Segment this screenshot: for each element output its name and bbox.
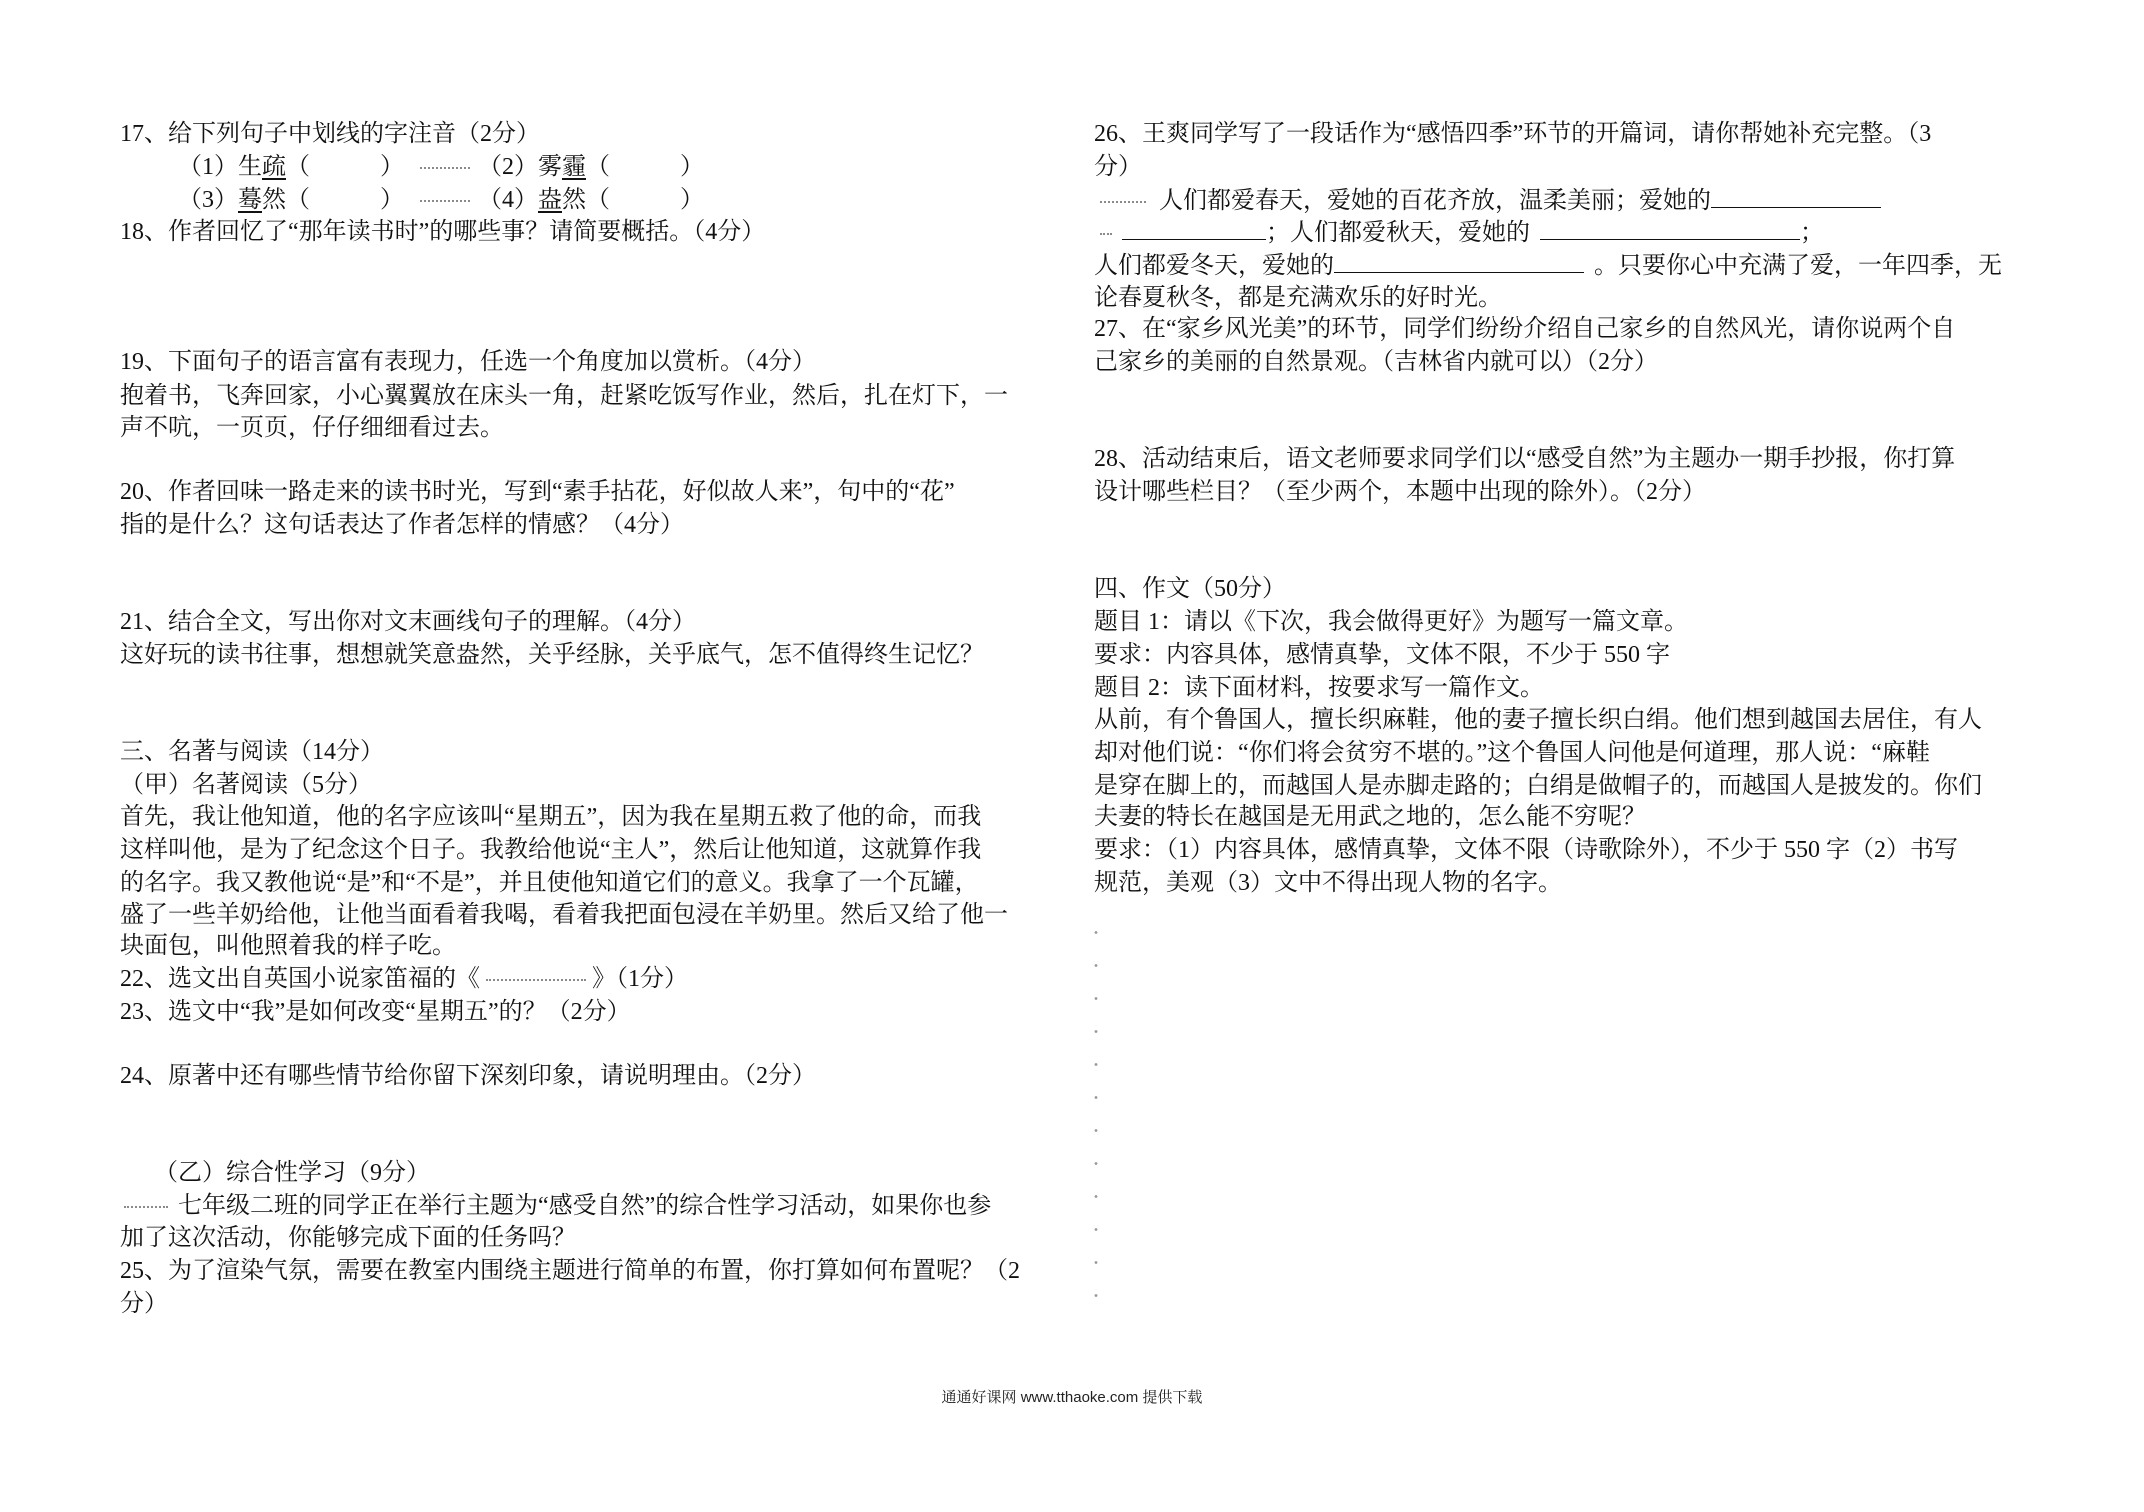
blank-open: （ <box>586 154 610 180</box>
q25-line: 分） <box>120 1291 168 1317</box>
underlined-char: 疏 <box>262 154 286 180</box>
fill-blank[interactable] <box>1711 185 1881 208</box>
dot-leader <box>420 185 470 215</box>
q17-item-1 <box>178 152 404 182</box>
topic2-requirements-line: 要求：（1）内容具体，感情真挚，文体不限（诗歌除外），不少于 550 字（2）书写 <box>1094 837 1958 863</box>
passage-line: 盛了一些羊奶给他，让他当面看着我喝，看着我把面包浸在羊奶里。然后又给了他一 <box>120 902 1008 928</box>
q21-quote: 这好玩的读书往事，想想就笑意盎然，关乎经脉，关乎底气，怎不值得终生记忆？ <box>120 642 984 668</box>
underlined-char: 盎 <box>538 187 562 213</box>
passage-line: 的名字。我又教他说“是”和“不是”，并且使他知道它们的意义。我拿了一个瓦罐， <box>120 870 979 896</box>
material-line: 是穿在脚上的，而越国人是赤脚走路的；白绢是做帽子的，而越国人是披发的。你们 <box>1094 773 1982 799</box>
q26-autumn-line <box>1100 217 1824 248</box>
q17-item-4 <box>478 185 704 215</box>
q19-sentence-line: 抱着书，飞奔回家，小心翼翼放在床头一角，赶紧吃饭写作业，然后，扎在灯下，一 <box>120 383 1008 409</box>
q26-winter-line <box>1094 250 2002 281</box>
q22-text: 22、选文出自英国小说家笛福的《 <box>120 966 480 992</box>
q26-closing: 论春夏秋冬，都是充满欢乐的好时光。 <box>1094 285 1502 311</box>
underlined-char: 蓦 <box>238 187 262 213</box>
fill-blank[interactable] <box>1122 217 1266 240</box>
blank-close: ） <box>680 154 704 180</box>
q26-winter-after: 。只要你心中充满了爱，一年四季，无 <box>1594 253 2002 279</box>
q20-line: 20、作者回味一路走来的读书时光，写到“素手拈花，好似故人来”，句中的“花” <box>120 479 955 505</box>
material-line: 夫妻的特长在越国是无用武之地的，怎么能不穷呢？ <box>1094 804 1646 830</box>
q22-text-end: 》（1分） <box>592 966 688 992</box>
q28-line: 设计哪些栏目？（至少两个，本题中出现的除外）。（2分） <box>1094 479 1706 505</box>
item-word-part: 然 <box>562 187 586 213</box>
q25-line: 25、为了渲染气氛，需要在教室内围绕主题进行简单的布置，你打算如何布置呢？（2 <box>120 1258 1020 1284</box>
underlined-char: 霾 <box>562 154 586 180</box>
book-title-blank[interactable] <box>486 979 586 981</box>
q26-spring-line <box>1100 185 1881 216</box>
q24-text: 24、原著中还有哪些情节给你留下深刻印象，请说明理由。（2分） <box>120 1063 816 1089</box>
q17-title: 17、给下列句子中划线的字注音（2分） <box>120 121 540 147</box>
item-number: （3） <box>178 187 238 213</box>
q21-title: 21、结合全文，写出你对文末画线句子的理解。（4分） <box>120 609 696 635</box>
yi-intro-line: 加了这次活动，你能够完成下面的任务吗？ <box>120 1225 576 1251</box>
part3-yi-heading: （乙）综合性学习（9分） <box>154 1160 430 1186</box>
q26-title-line: 26、王爽同学写了一段话作为“感悟四季”环节的开篇词，请你帮她补充完整。（3 <box>1094 121 1932 147</box>
q28-line: 28、活动结束后，语文老师要求同学们以“感受自然”为主题办一期手抄报，你打算 <box>1094 446 1956 472</box>
q26-title-line: 分） <box>1094 154 1142 180</box>
blank-open: （ <box>586 187 610 213</box>
footer-source: 通通好课网 www.tthaoke.com 提供下载 <box>941 1389 1203 1406</box>
item-number: （1） <box>178 154 238 180</box>
passage-line: 首先，我让他知道，他的名字应该叫“星期五”，因为我在星期五救了他的命，而我 <box>120 804 982 830</box>
paragraph-mark-column <box>1094 916 1098 1320</box>
q26-spring-text: 人们都爱春天，爱她的百花齐放，温柔美丽；爱她的 <box>1159 188 1711 214</box>
fill-blank[interactable] <box>1540 217 1800 240</box>
blank-close: ） <box>380 187 404 213</box>
fill-blank[interactable] <box>1334 250 1584 273</box>
part3-jia-heading: （甲）名著阅读（5分） <box>120 772 372 798</box>
q27-line: 己家乡的美丽的自然景观。（吉林省内就可以）（2分） <box>1094 349 1658 375</box>
topic2-text: 题目 2：读下面材料，按要求写一篇作文。 <box>1094 675 1544 701</box>
item-word-part: 然 <box>262 187 286 213</box>
topic2-requirements-line: 规范，美观（3）文中不得出现人物的名字。 <box>1094 870 1562 896</box>
blank-close: ） <box>380 154 404 180</box>
dot-leader <box>124 1206 168 1208</box>
dot-leader <box>420 152 470 182</box>
topic1-text: 题目 1：请以《下次，我会做得更好》为题写一篇文章。 <box>1094 609 1688 635</box>
blank-open: （ <box>286 154 310 180</box>
blank-close: ） <box>680 187 704 213</box>
q27-line: 27、在“家乡风光美”的环节，同学们纷纷介绍自己家乡的自然风光，请你说两个自 <box>1094 316 1956 342</box>
item-number: （2） <box>478 154 538 180</box>
topic1-requirements: 要求：内容具体，感情真挚，文体不限，不少于 550 字 <box>1094 642 1670 668</box>
material-line: 从前，有个鲁国人，擅长织麻鞋，他的妻子擅长织白绢。他们想到越国去居住，有人 <box>1094 707 1982 733</box>
yi-intro-text: 七年级二班的同学正在举行主题为“感受自然”的综合性学习活动，如果你也参 <box>178 1193 992 1219</box>
passage-line: 块面包，叫他照着我的样子吃。 <box>120 933 456 959</box>
blank-open: （ <box>286 187 310 213</box>
q19-title: 19、下面句子的语言富有表现力，任选一个角度加以赏析。（4分） <box>120 349 816 375</box>
yi-intro-line <box>124 1191 991 1221</box>
passage-line: 这样叫他，是为了纪念这个日子。我教给他说“主人”，然后让他知道，这就算作我 <box>120 837 982 863</box>
part3-heading: 三、名著与阅读（14分） <box>120 739 384 765</box>
item-word-part: 生 <box>238 154 262 180</box>
item-word-part: 雾 <box>538 154 562 180</box>
item-number: （4） <box>478 187 538 213</box>
q18-text: 18、作者回忆了“那年读书时”的哪些事？请简要概括。（4分） <box>120 219 766 245</box>
q22-line <box>120 964 688 994</box>
q26-autumn-end: ； <box>1800 220 1824 246</box>
q26-autumn-text: ；人们都爱秋天，爱她的 <box>1266 220 1530 246</box>
q20-line: 指的是什么？这句话表达了作者怎样的情感？（4分） <box>120 512 684 538</box>
part4-heading: 四、作文（50分） <box>1094 576 1286 602</box>
q23-text: 23、选文中“我”是如何改变“星期五”的？（2分） <box>120 999 631 1025</box>
q19-sentence-line: 声不吭，一页页，仔仔细细看过去。 <box>120 415 504 441</box>
q17-item-2 <box>478 152 704 182</box>
dot-leader <box>1100 201 1146 203</box>
dot-leader <box>1100 233 1112 235</box>
q17-item-3 <box>178 185 404 215</box>
q26-winter-text: 人们都爱冬天，爱她的 <box>1094 253 1334 279</box>
material-line: 却对他们说：“你们将会贫穷不堪的。”这个鲁国人问他是何道理，那人说：“麻鞋 <box>1094 740 1930 766</box>
